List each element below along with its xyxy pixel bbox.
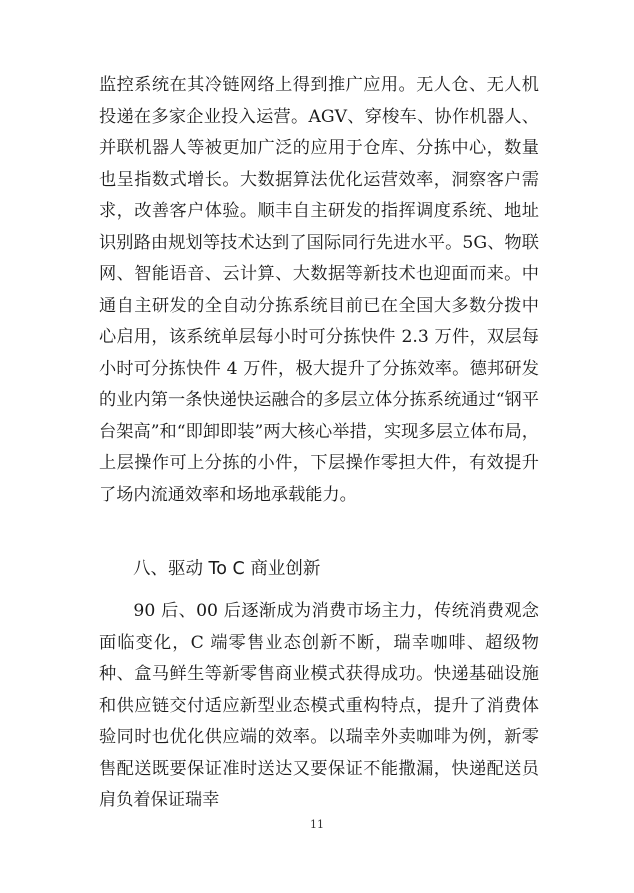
paragraph-text: 90 后、00 后逐渐成为消费市场主力，传统消费观念面临变化，C 端零售业态创新不断，瑞幸咖啡、超级物种、盒马鲜生等新零售商业模式获得成功。快递基础设施和供应链交付适应新型业态模式重构特点，提升了消费体验同时也优化供应端的效率。以瑞幸外卖咖啡为例，新零售配送既要保证准时送达又要保证不能撒漏，快递配送员肩负着保证瑞幸 bbox=[99, 601, 539, 810]
body-paragraph-1 bbox=[99, 70, 539, 511]
section-heading: 八、驱动 To C 商业创新 bbox=[133, 559, 321, 579]
page-number: 11 bbox=[310, 818, 324, 831]
body-paragraph-2 bbox=[99, 596, 539, 817]
paragraph-text: 监控系统在其冷链网络上得到推广应用。无人仓、无人机投递在多家企业投入运营。AGV、穿梭车、协作机器人、并联机器人等被更加广泛的应用于仓库、分拣中心，数量也呈指数式增长。大数据算法优化运营效率，洞察客户需求，改善客户体验。顺丰自主研发的指挥调度系统、地址识别路由规划等技术达到了国际同行先进水平。5G、物联网、智能语音、云计算、大数据等新技术也迎面而来。中通自主研发的全自动分拣系统目前已在全国大多数分拨中心启用，该系统单层每小时可分拣快件 2.3 万件，双层每小时可分拣快件 4 万件，极大提升了分拣效率。德邦研发的业内第一条快递快运融合的多层立体分拣系统通过“钢平台架高”和“即卸即装”两大核心举措，实现多层立体布局，上层操作可上分拣的小件，下层操作零担大件，有效提升了场内流通效率和场地承载能力。 bbox=[99, 75, 539, 505]
